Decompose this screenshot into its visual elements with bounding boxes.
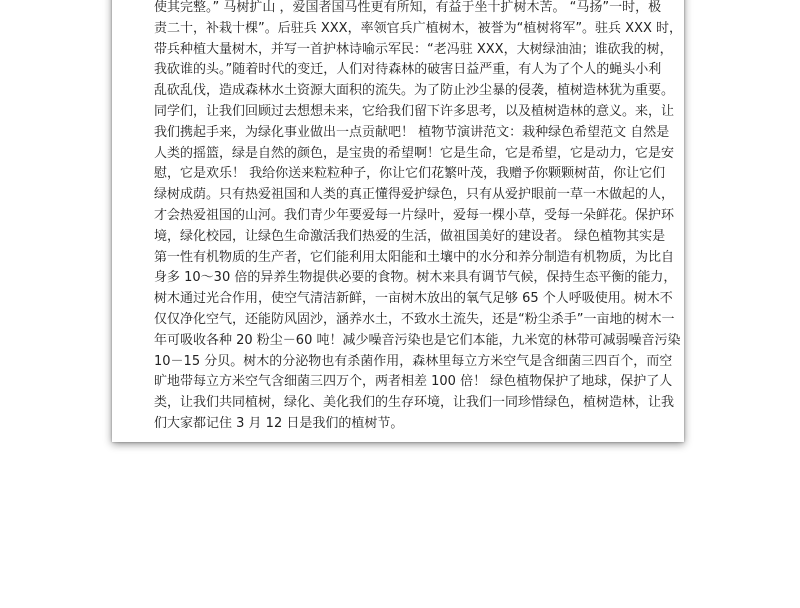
text-line: 使其完整。” 马树扩山 ，爱国者国马性更有所知，有益于坐十扩树木苦。 “马扬”一时，极 — [154, 0, 662, 15]
text-line: 我砍谁的头。”随着时代的变迁，人们对待森林的破害日益严重，有人为了个人的蝇头小利 — [154, 62, 662, 78]
text-line: 带兵种植大量树木，并写一首护林诗喻示军民：“老冯驻 XXX，大树绿油油；谁砍我的树， — [154, 41, 673, 57]
text-line: 旷地带每立方米空气含细菌三四万个，两者相差 100 倍！ 绿色植物保护了地球，保护了人 — [154, 374, 673, 390]
text-line: 仅仅净化空气，还能防风固沙，涵养水土，不致水土流失，还是“粉尘杀手”一亩地的树木一 — [154, 311, 675, 327]
text-line: 同学们，让我们回顾过去想想未来，它给我们留下许多思考，以及植树造林的意义。来，让 — [154, 103, 675, 119]
text-line: 第一性有机物质的生产者，它们能利用太阳能和土壤中的水分和养分制造有机物质，为比自 — [154, 249, 675, 265]
text-line: 责二十，补栽十棵”。后驻兵 XXX，率领官兵广植树木，被誉为“植树将军”。驻兵 XXX 时， — [154, 20, 683, 36]
text-line: 慰，它是欢乐！ 我给你送来粒粒种子，你让它们花繁叶茂，我赠予你颗颗树苗，你让它们 — [154, 166, 666, 182]
text-line: 们大家都记住 3 月 12 日是我们的植树节。 — [154, 415, 404, 431]
text-line: 年可吸收各种 20 粉尘－60 吨！减少噪音污染也是它们本能，九米宽的林带可减弱噪音污染 — [154, 332, 681, 348]
text-line: 10－15 分贝。树木的分泌物也有杀菌作用，森林里每立方米空气是含细菌三四百个，而空 — [154, 353, 673, 369]
body-text — [154, 0, 683, 435]
text-line: 树木通过光合作用，使空气清洁新鲜，一亩树木放出的氧气足够 65 个人呼吸使用。树木不 — [154, 291, 673, 307]
text-line: 才会热爱祖国的山河。我们青少年要爱每一片绿叶，爱每一棵小草，受每一朵鲜花。保护环 — [154, 207, 675, 223]
text-line: 我们携起手来，为绿化事业做出一点贡献吧！ 植物节演讲范文：栽种绿色希望范文 自然是 — [154, 124, 670, 140]
text-line: 类，让我们共同植树，绿化、美化我们的生存环境，让我们一同珍惜绿色，植树造林，让我 — [154, 395, 675, 411]
document-page — [112, 0, 684, 442]
text-line: 身多 10～30 倍的异养生物提供必要的食物。树木来具有调节气候，保持生态平衡的能力， — [154, 270, 677, 286]
text-line: 乱砍乱伐，造成森林水土资源大面积的流失。为了防止沙尘暴的侵袭，植树造林犹为重要。 — [154, 83, 675, 99]
text-line: 境，绿化校园，让绿色生命激活我们热爱的生活，做祖国美好的建设者。 绿色植物其实是 — [154, 228, 666, 244]
text-line: 人类的摇篮，绿是自然的颜色，是宝贵的希望啊！它是生命，它是希望，它是动力，它是安 — [154, 145, 675, 161]
text-line: 绿树成荫。只有热爱祖国和人类的真正懂得爱护绿色，只有从爱护眼前一草一木做起的人， — [154, 187, 675, 203]
